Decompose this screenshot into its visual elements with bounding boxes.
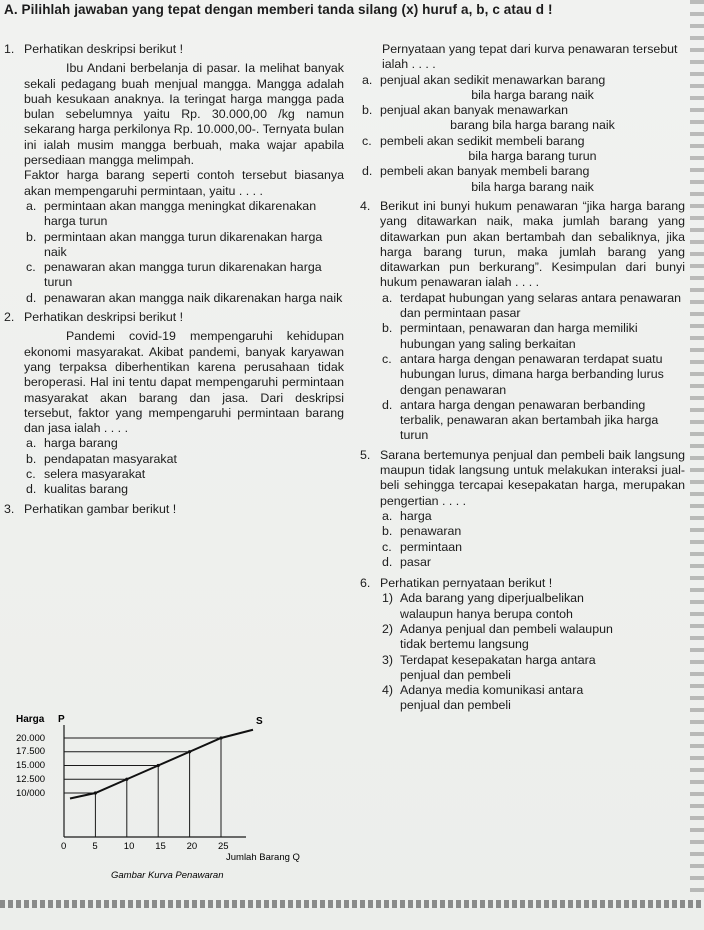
option-text: penawaran bbox=[400, 524, 462, 539]
question-intro: Perhatikan deskripsi berikut ! bbox=[24, 42, 184, 56]
section-instruction: A. Pilihlah jawaban yang tepat dengan memberi tanda silang (x) huruf a, b, c atau d ! bbox=[4, 2, 553, 17]
option-letter: a. bbox=[362, 72, 373, 87]
chart-title: Gambar Kurva Penawaran bbox=[111, 870, 224, 881]
question-intro: Perhatikan deskripsi berikut ! bbox=[24, 310, 184, 325]
option-text: penjual akan banyak menawarkan bbox=[380, 103, 569, 118]
option-letter: d. bbox=[26, 482, 37, 497]
option-letter: d. bbox=[382, 397, 393, 412]
option-d[interactable] bbox=[24, 291, 344, 306]
question-passage: Ibu Andani berbelanja di pasar. Ia melihat banyak sekali pedagang buah menjual mangga. Mangga adalah buah kesukaan anaknya. Ia teringat harga mangga pada bulan sebelumnya yaitu Rp. 30.000,00 /kg namun sekarang harga perkilonya Rp. 10.000,00-. Ternyata bulan ini ialah musim mangga berbuah, maka wajar apabila persediaan mangga melimpah. bbox=[24, 61, 344, 168]
question-1 bbox=[4, 42, 344, 306]
option-a[interactable] bbox=[380, 291, 685, 322]
question-intro: Perhatikan gambar berikut ! bbox=[24, 501, 177, 516]
option-b[interactable] bbox=[24, 452, 344, 467]
option-text: penawaran akan mangga turun dikarenakan harga turun bbox=[44, 260, 322, 290]
question-2 bbox=[4, 310, 344, 498]
q1-right-continuation bbox=[360, 42, 685, 195]
x-tick-label: 15 bbox=[155, 841, 166, 852]
option-letter: b. bbox=[26, 451, 37, 466]
option-a[interactable] bbox=[380, 509, 685, 524]
option-text: permintaan akan mangga meningkat dikarenakan harga turun bbox=[44, 198, 317, 229]
left-column bbox=[4, 42, 344, 517]
statement-number: 3) bbox=[382, 652, 394, 667]
option-letter: a. bbox=[382, 290, 393, 305]
option-letter: a. bbox=[26, 198, 37, 213]
option-d[interactable] bbox=[360, 164, 685, 195]
supply-curve-chart bbox=[16, 710, 346, 890]
y-tick-label: 20.000 bbox=[16, 733, 46, 744]
option-text: terdapat hubungan yang selaras antara penawaran dan permintaan pasar bbox=[400, 290, 682, 321]
supply-curve-line bbox=[70, 730, 253, 799]
option-text: pembeli akan sedikit membeli barang bbox=[380, 133, 585, 148]
statement-text-continued: walaupun hanya berupa contoh bbox=[400, 606, 573, 621]
question-stem: Pernyataan yang tepat dari kurva penawaran tersebut ialah . . . . bbox=[382, 42, 678, 72]
question-number: 6. bbox=[360, 576, 371, 591]
question-intro: Perhatikan pernyataan berikut ! bbox=[380, 576, 553, 591]
option-c[interactable] bbox=[24, 467, 344, 482]
option-text-continued: bila harga barang naik bbox=[471, 179, 594, 194]
option-letter: a. bbox=[26, 436, 37, 451]
y-tick-label: 12.500 bbox=[16, 774, 46, 785]
data-point bbox=[125, 778, 128, 781]
x-tick-labels bbox=[61, 841, 229, 852]
option-letter: c. bbox=[26, 260, 36, 275]
option-c[interactable] bbox=[360, 134, 685, 165]
option-b[interactable] bbox=[380, 321, 685, 352]
statement-number: 1) bbox=[382, 591, 394, 606]
page-edge-decoration bbox=[690, 0, 704, 900]
option-d[interactable] bbox=[24, 482, 344, 497]
statement-2 bbox=[380, 622, 685, 653]
supply-curve bbox=[64, 730, 253, 837]
option-text: permintaan bbox=[400, 539, 462, 554]
question-stem: Faktor harga barang seperti contoh tersebut biasanya akan mempengaruhi permintaan, yaitu . . . . bbox=[24, 168, 344, 198]
question-6 bbox=[360, 576, 685, 714]
option-letter: d. bbox=[26, 290, 37, 305]
option-text: antara harga dengan penawaran terdapat suatu hubungan lurus, dimana harga berbanding lurus dengan penawaran bbox=[400, 351, 664, 397]
y-tick-label: 15.000 bbox=[16, 760, 46, 771]
question-number: 4. bbox=[360, 198, 371, 213]
x-tick-label: 5 bbox=[92, 841, 98, 852]
option-text-continued: barang bila harga barang naik bbox=[450, 118, 615, 133]
question-passage: Sarana bertemunya penjual dan pembeli baik langsung maupun tidak langsung untuk melakukan interaksi jual-beli sehingga tercapai kesepakatan harga, merupakan pengertian . . . . bbox=[380, 447, 685, 508]
option-text: antara harga dengan penawaran berbanding terbalik, penawaran akan bertambah jika harga turun bbox=[400, 397, 659, 443]
option-text: harga barang bbox=[44, 436, 118, 451]
statement-text-continued: penjual dan pembeli bbox=[400, 698, 511, 713]
option-text: pembeli akan banyak membeli barang bbox=[380, 164, 590, 179]
statement-text: Ada barang yang diperjualbelikan bbox=[400, 591, 584, 606]
option-text: penjual akan sedikit menawarkan barang bbox=[380, 72, 606, 87]
option-letter: c. bbox=[382, 539, 392, 554]
y-axis-letter: P bbox=[58, 714, 65, 725]
y-tick-label: 17.500 bbox=[16, 746, 46, 757]
option-c[interactable] bbox=[24, 260, 344, 291]
statement-text: Adanya media komunikasi antara bbox=[400, 683, 584, 698]
option-text-continued: bila harga barang naik bbox=[471, 87, 594, 102]
data-point bbox=[157, 764, 160, 767]
option-letter: c. bbox=[26, 467, 36, 482]
question-number: 2. bbox=[4, 310, 15, 325]
y-axis-label: Harga bbox=[16, 714, 45, 725]
option-b[interactable] bbox=[380, 524, 685, 539]
option-a[interactable] bbox=[360, 73, 685, 104]
x-axis-label: Jumlah Barang Q bbox=[226, 852, 300, 863]
option-text: harga bbox=[400, 508, 432, 523]
data-point bbox=[94, 791, 97, 794]
statement-4 bbox=[380, 683, 685, 714]
curve-label: S bbox=[256, 716, 263, 727]
question-number: 1. bbox=[4, 42, 15, 56]
option-d[interactable] bbox=[380, 398, 685, 444]
y-tick-label: 10/000 bbox=[16, 788, 46, 799]
statement-text: Adanya penjual dan pembeli walaupun bbox=[400, 621, 613, 636]
statement-3 bbox=[380, 653, 685, 684]
option-text: pendapatan masyarakat bbox=[44, 451, 177, 466]
option-text: permintaan, penawaran dan harga memiliki hubungan yang saling berkaitan bbox=[400, 321, 638, 351]
option-c[interactable] bbox=[380, 540, 685, 555]
option-text: permintaan akan mangga turun dikarenakan harga naik bbox=[44, 229, 323, 259]
option-letter: c. bbox=[362, 133, 372, 148]
question-passage: Berikut ini bunyi hukum penawaran “jika harga barang yang ditawarkan naik, maka jumlah barang yang ditawarkan pun akan bertambah dan sebaliknya, jika harga barang turun, maka jumlah barang yang ditawarkan pun berkurang”. Kesimpulan dari bunyi hukum penawaran ialah . . . . bbox=[380, 198, 685, 290]
option-letter: b. bbox=[362, 103, 373, 118]
y-tick-labels bbox=[16, 733, 45, 799]
option-letter: b. bbox=[26, 229, 37, 244]
statement-1 bbox=[380, 591, 685, 622]
option-c[interactable] bbox=[380, 352, 685, 398]
statement-number: 4) bbox=[382, 683, 394, 698]
chart-axes bbox=[64, 725, 246, 837]
option-a[interactable] bbox=[24, 199, 344, 230]
option-letter: a. bbox=[382, 508, 393, 523]
question-4 bbox=[360, 199, 685, 444]
option-a[interactable] bbox=[24, 436, 344, 451]
x-tick-label: 25 bbox=[218, 841, 229, 852]
question-number: 5. bbox=[360, 447, 371, 462]
x-tick-label: 20 bbox=[186, 841, 198, 852]
question-5 bbox=[360, 448, 685, 570]
statement-text-continued: tidak bertemu langsung bbox=[400, 637, 529, 652]
option-letter: d. bbox=[382, 554, 393, 569]
x-tick-label: 10 bbox=[123, 841, 135, 852]
x-tick-label: 0 bbox=[61, 841, 67, 852]
option-d[interactable] bbox=[380, 555, 685, 570]
option-letter: b. bbox=[382, 524, 393, 539]
statement-text: Terdapat kesepakatan harga antara bbox=[400, 652, 596, 667]
right-column bbox=[360, 42, 685, 714]
data-point bbox=[219, 736, 222, 739]
page-bottom-border bbox=[0, 900, 704, 908]
option-text: penawaran akan mangga naik dikarenakan harga naik bbox=[44, 290, 343, 305]
data-point bbox=[188, 750, 191, 753]
option-letter: b. bbox=[382, 321, 393, 336]
option-letter: c. bbox=[382, 351, 392, 366]
option-letter: d. bbox=[362, 164, 373, 179]
question-passage: Pandemi covid-19 mempengaruhi kehidupan ekonomi masyarakat. Akibat pandemi, banyak karyawan yang terpaksa diberhentikan karena perusahaan tidak beroperasi. Hal ini tentu dapat mempengaruhi permintaan masyarakat akan barang dan jasa. Dari deskripsi tersebut, faktor yang mempengaruhi permintaan barang dan jasa ialah . . . . bbox=[24, 329, 344, 436]
option-b[interactable] bbox=[360, 103, 685, 134]
option-text: pasar bbox=[400, 554, 431, 569]
option-text: kualitas barang bbox=[44, 482, 129, 497]
question-3 bbox=[4, 502, 344, 517]
statement-number: 2) bbox=[382, 621, 394, 636]
question-number: 3. bbox=[4, 501, 15, 516]
option-text: selera masyarakat bbox=[44, 467, 146, 482]
option-text-continued: bila harga barang turun bbox=[468, 149, 597, 164]
statement-text-continued: penjual dan pembeli bbox=[400, 667, 511, 682]
option-b[interactable] bbox=[24, 230, 344, 261]
